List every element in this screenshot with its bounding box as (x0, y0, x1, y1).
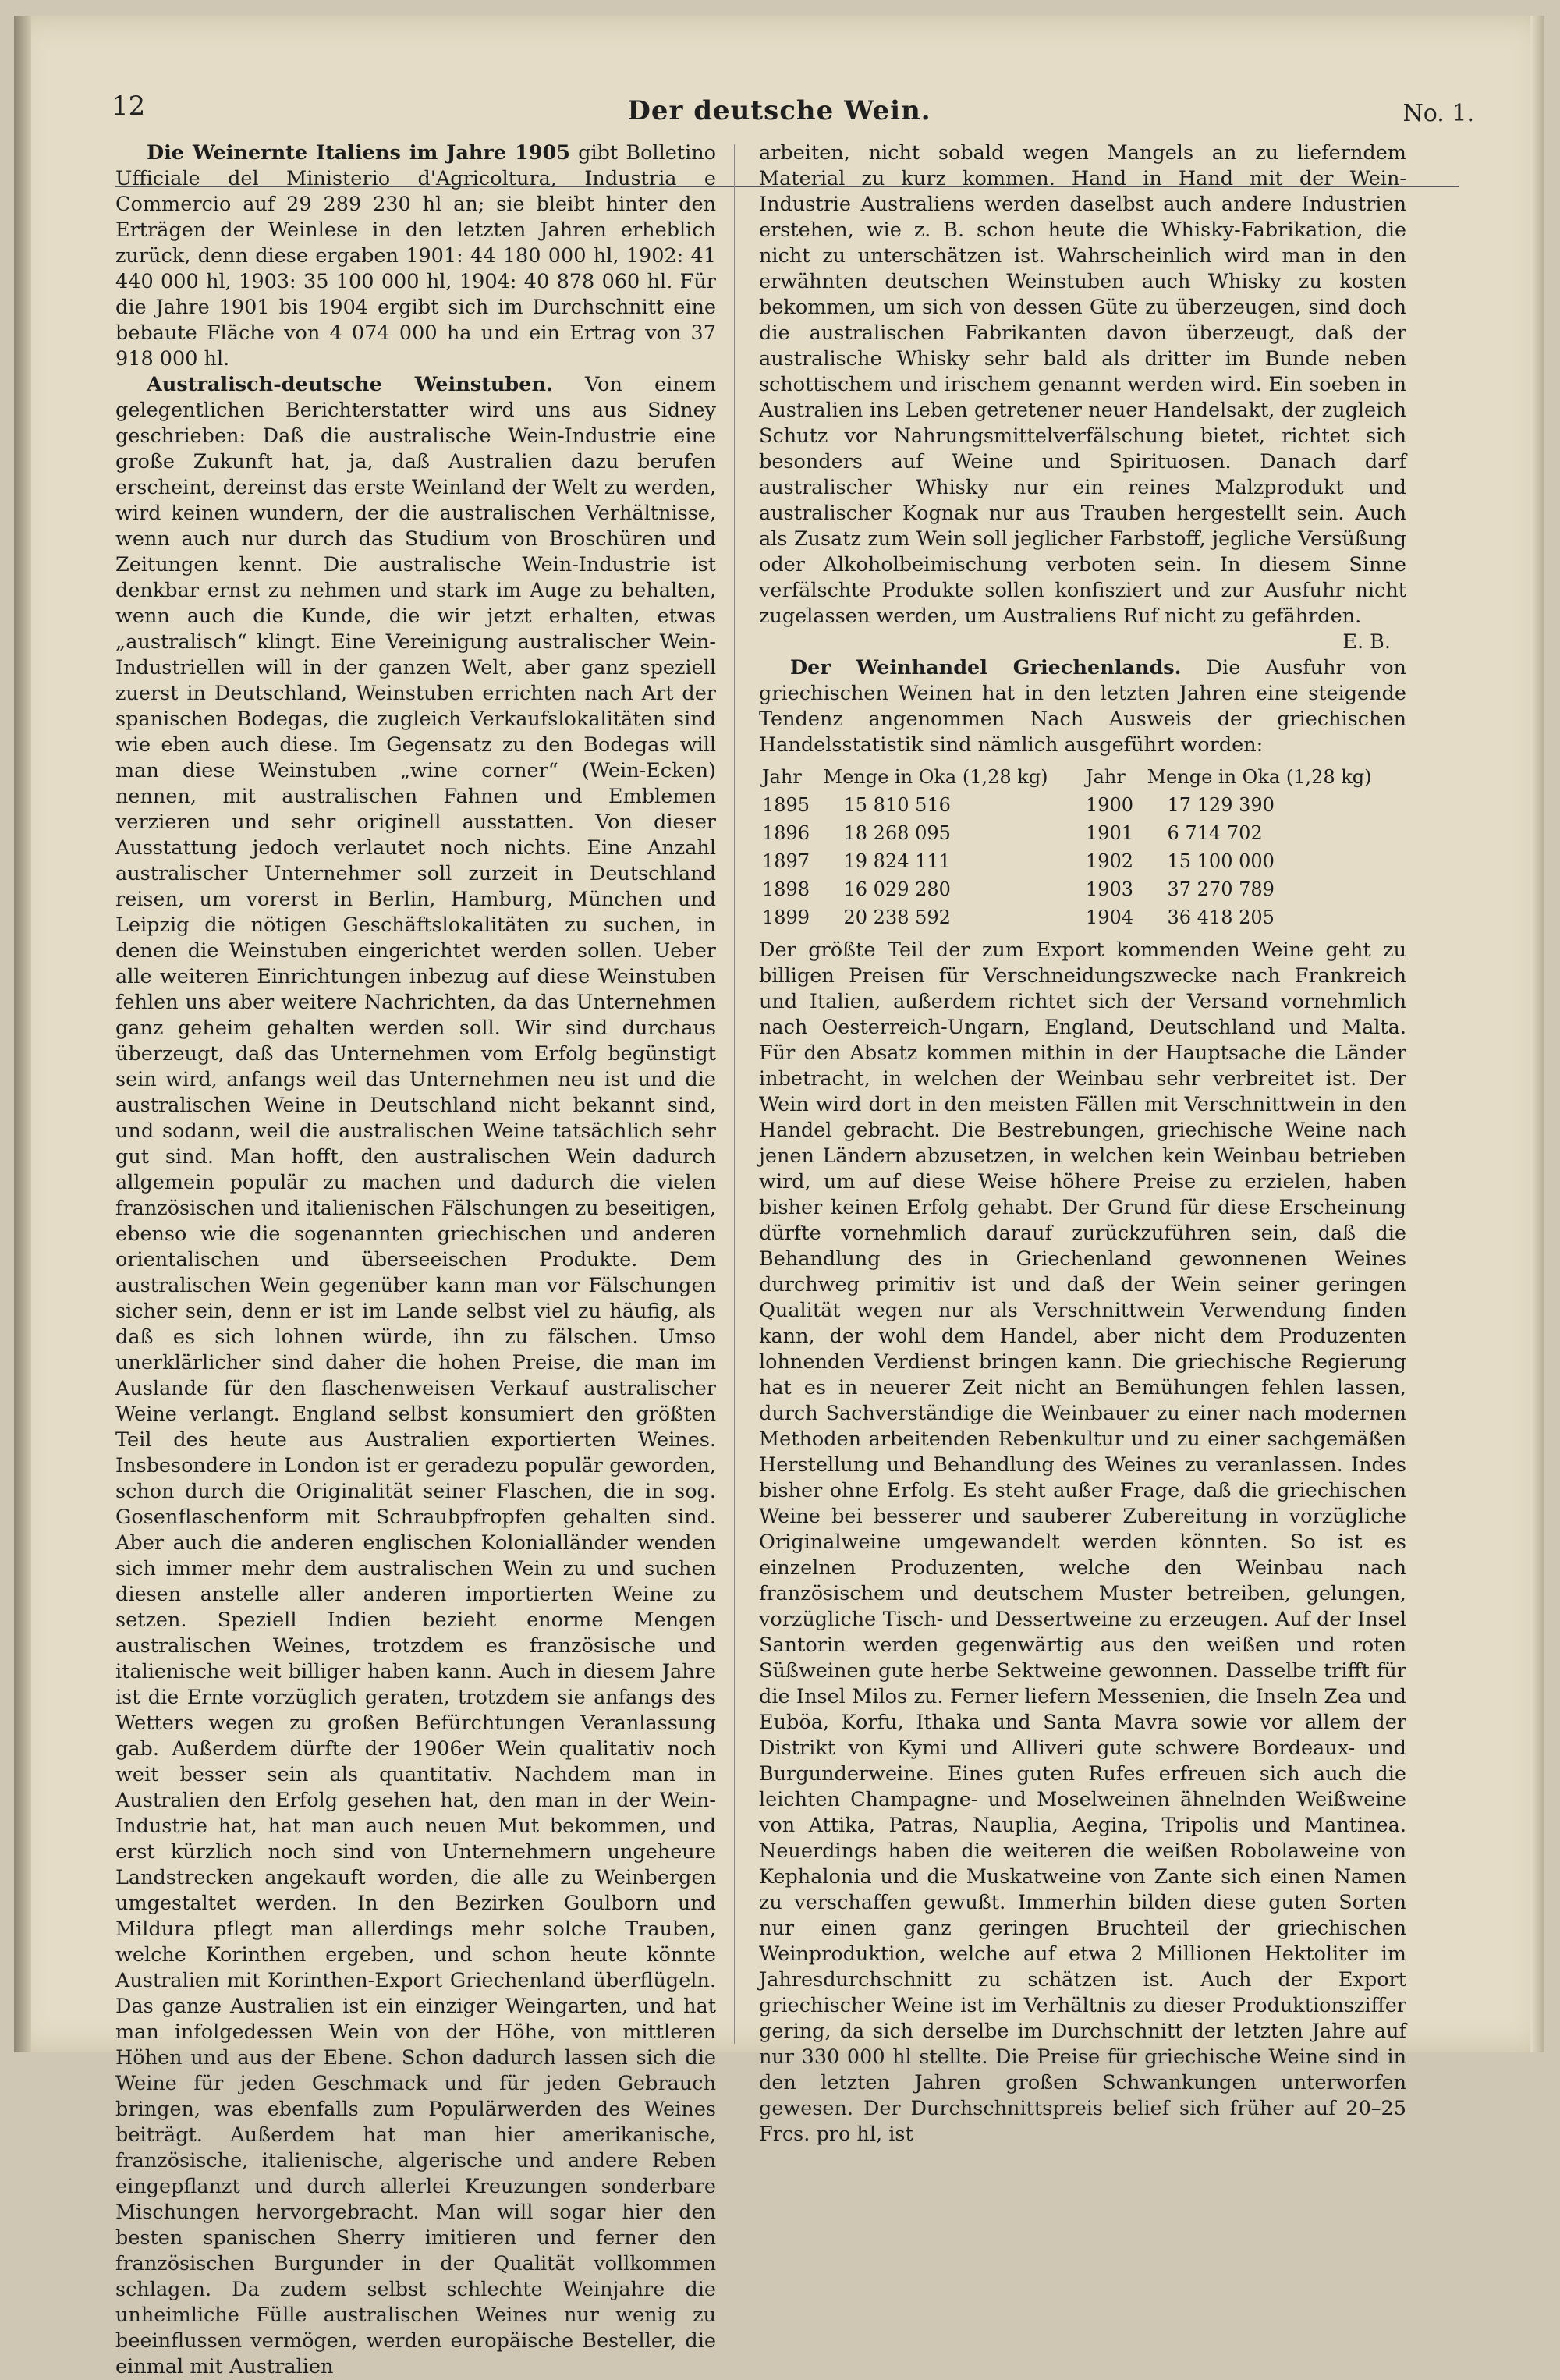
table-cell-amount: 20 238 592 (843, 906, 951, 928)
table-cell-amount: 19 824 111 (843, 850, 951, 872)
page-binding-shadow (14, 16, 31, 2052)
article-greece-heading: Der Weinhandel Griechenlands. (790, 656, 1182, 679)
table-row (759, 819, 1406, 847)
table-header-year: Jahr (1085, 766, 1126, 788)
page-number: 12 (112, 90, 146, 122)
running-title: Der deutsche Wein. (627, 95, 931, 126)
article-australia-heading: Australisch-deutsche Weinstuben. (147, 373, 553, 396)
table-cell-year: 1896 (762, 822, 810, 844)
table-row (759, 791, 1406, 819)
table-header-amount: Menge in Oka (1,28 kg) (1147, 766, 1372, 788)
article-italy-heading: Die Weinernte Italiens im Jahre 1905 (147, 141, 570, 165)
left-column (115, 140, 716, 2380)
table-cell-amount: 18 268 095 (843, 822, 951, 844)
table-cell-amount: 16 029 280 (843, 878, 951, 900)
table-cell-year: 1902 (1085, 850, 1134, 872)
export-table (759, 763, 1406, 931)
issue-number: No. 1. (1402, 100, 1474, 127)
table-cell-year: 1904 (1085, 906, 1134, 928)
article-australia (115, 372, 716, 2380)
table-cell-amount: 36 418 205 (1167, 906, 1275, 928)
page-edge (1530, 16, 1544, 2052)
article-greece-intro: Die Ausfuhr von griechischen Weinen hat in den letzten Jahren eine steigende Tendenz angenommen Nach Ausweis der griechischen Handelsstatistik sind nämlich ausgeführt worden: (759, 656, 1406, 757)
table-cell-year: 1898 (762, 878, 810, 900)
author-signature: E. B. (1342, 630, 1391, 654)
table-cell-amount: 15 810 516 (843, 794, 951, 816)
table-cell-year: 1901 (1085, 822, 1134, 844)
table-cell-year: 1903 (1085, 878, 1134, 900)
table-header-amount: Menge in Oka (1,28 kg) (823, 766, 1048, 788)
newspaper-page (14, 16, 1544, 2378)
table-row (759, 875, 1406, 903)
article-greece (759, 655, 1406, 758)
table-cell-year: 1895 (762, 794, 810, 816)
table-cell-amount: 6 714 702 (1167, 822, 1263, 844)
page-header (14, 76, 1544, 131)
column-divider (734, 144, 735, 2044)
right-column (759, 140, 1406, 2148)
article-italy (115, 140, 716, 372)
table-cell-amount: 15 100 000 (1167, 850, 1275, 872)
article-australia-text: Von einem gelegentlichen Berichterstatter wird uns aus Sidney geschrieben: Daß die australische Wein-Industrie eine große Zukunft hat, ja, daß Australien dazu berufen erscheint, dereinst das erste Weinland der Welt zu werden, wird keinen wundern, der die australischen Verhältnisse, wenn auch nur durch das Studium von Broschüren und Zeitungen kennt. Die australische Wein-Industrie ist denkbar ernst zu nehmen und stark im Auge zu behalten, wenn auch die Kunde, die wir jetzt erhalten, etwas „australisch“ klingt. Eine Vereinigung australischer Wein-Industriellen will in der ganzen Welt, aber ganz speziell zuerst in Deutschland, Weinstuben errichten nach Art der spanischen Bodegas, die zugleich Verkaufslokalitäten sind wie eben auch diese. Im Gegensatz zu den Bodegas will man diese Weinstuben „wine corner“ (Wein-Ecken) nennen, mit australischen Fahnen und Emblemen verzieren und sehr originell ausstatten. Von dieser Ausstattung jedoch verlautet noch nichts. Eine Anzahl australischer Unternehmer soll zurzeit in Deutschland reisen, um vorerst in Berlin, Hamburg, München und Leipzig die nötigen Geschäftslokalitäten zu suchen, in denen die Weinstuben eingerichtet werden sollen. Ueber alle weiteren Einrichtungen inbezug auf diese Weinstuben fehlen uns aber weitere Nachrichten, da das Unternehmen ganz geheim gehalten werden soll. Wir sind durchaus überzeugt, daß das Unternehmen vom Erfolg begünstigt sein wird, anfangs weil das Unternehmen neu ist und die australischen Weine in Deutschland nicht bekannt sind, und sodann, weil die australischen Weine tatsächlich sehr gut sind. Man hofft, den australischen Wein dadurch allgemein populär zu machen und dadurch die vielen französischen und italienischen Fälschungen zu beseitigen, ebenso wie die sogenannten griechischen und anderen orientalischen und überseeischen Produkte. Dem australischen Wein gegenüber kann man vor Fälschungen sicher sein, denn er ist im Lande selbst viel zu häufig, als daß es sich lohnen würde, ihn zu fälschen. Umso unerklärlicher sind daher die hohen Preise, die man im Auslande für den flaschenweisen Verkauf australischer Weine verlangt. England selbst konsumiert den größten Teil des heute aus Australien exportierten Weines. Insbesondere in London ist er geradezu populär geworden, schon durch die Originalität seiner Flaschen, die in sog. Gosenflaschenform mit Schraubpfropfen gehalten sind. Aber auch die anderen englischen Kolonialländer wenden sich immer mehr dem australischen Wein zu und suchen diesen anstelle aller anderen importierten Weine zu setzen. Speziell Indien bezieht enorme Mengen australischen Weines, trotzdem es französische und italienische weit billiger haben kann. Auch in diesem Jahre ist die Ernte vorzüglich geraten, trotzdem sie anfangs des Wetters wegen zu großen Befürchtungen Veranlassung gab. Außerdem dürfte der 1906er Wein qualitativ noch weit besser sein als quantitativ. Nachdem man in Australien den Erfolg gesehen hat, den man in der Wein-Industrie hat, hat man auch neuen Mut bekommen, und erst kürzlich noch sind von Unternehmern ungeheure Landstrecken angekauft worden, die alle zu Weinbergen umgestaltet werden. In den Bezirken Goulborn und Mildura pflegt man allerdings mehr solche Trauben, welche Korinthen ergeben, und schon heute könnte Australien mit Korinthen-Export Griechenland überflügeln. Das ganze Australien ist ein einziger Weingarten, und hat man infolgedessen Wein von der Höhe, von mittleren Höhen und aus der Ebene. Schon dadurch lassen sich die Weine für jeden Geschmack und für jeden Gebrauch bringen, was ebenfalls zum Populärwerden des Weines beiträgt. Außerdem hat man hier amerikanische, französische, italienische, algerische und andere Reben eingepflanzt und durch allerlei Kreuzungen sonderbare Mischungen hervorgebracht. Man will sogar hier den besten spanischen Sherry imitieren und ferner den französischen Burgunder in der Qualität vollkommen schlagen. Da zudem selbst schlechte Weinjahre die unheimliche Fülle australischen Weines nur wenig zu beeinflussen vermögen, werden europäische Besteller, die einmal mit Australien (115, 373, 716, 2378)
table-header-year: Jahr (762, 766, 802, 788)
article-greece-body: Der größte Teil der zum Export kommenden Weine geht zu billigen Preisen für Verschneidungszwecke nach Frankreich und Italien, außerdem richtet sich der Versand vornehmlich nach Oesterreich-Ungarn, England, Deutschland und Malta. Für den Absatz kommen mithin in der Hauptsache die Länder inbetracht, in welchen der Weinbau sehr verbreitet ist. Der Wein wird dort in den meisten Fällen mit Verschnittwein in den Handel gebracht. Die Bestrebungen, griechische Weine nach jenen Ländern abzusetzen, in welchen kein Weinbau betrieben wird, um auf diese Weise höhere Preise zu erzielen, haben bisher keinen Erfolg gehabt. Der Grund für diese Erscheinung dürfte vornehmlich darauf zurückzuführen sein, daß die Behandlung des in Griechenland gewonnenen Weines durchweg primitiv ist und daß der Wein seiner geringen Qualität wegen nur als Verschnittwein Verwendung finden kann, der wohl dem Handel, aber nicht dem Produzenten lohnenden Verdienst bringen kann. Die griechische Regierung hat es in neuerer Zeit nicht an Bemühungen fehlen lassen, durch Sachverständige die Weinbauer zu einer nach modernen Methoden arbeitenden Rebenkultur und zu einer sachgemäßen Herstellung und Behandlung des Weines zu veranlassen. Indes bisher ohne Erfolg. Es steht außer Frage, daß die griechischen Weine bei besserer und sauberer Zubereitung in vorzügliche Originalweine umgewandelt werden könnten. So ist es einzelnen Produzenten, welche den Weinbau nach französischem und deutschem Muster betreiben, gelungen, vorzügliche Tisch- und Dessertweine zu erzeugen. Auf der Insel Santorin werden gegenwärtig aus den weißen und roten Süßweinen gute herbe Sektweine gewonnen. Dasselbe trifft für die Insel Milos zu. Ferner liefern Messenien, die Inseln Zea und Euböa, Korfu, Ithaka und Santa Mavra sowie vor allem der Distrikt von Kymi und Alliveri gute schwere Bordeaux- und Burgunderweine. Eines guten Rufes erfreuen sich auch die leichten Champagne- und Moselweinen ähnelnden Weißweine von Attika, Patras, Nauplia, Aegina, Tripolis und Mantinea. Neuerdings haben die weiteren die weißen Robolaweine von Kephalonia und die Muskatweine von Zante sich einen Namen zu verschaffen gewußt. Immerhin bilden diese guten Sorten nur einen ganz geringen Bruchteil der griechischen Weinproduktion, welche auf etwa 2 Millionen Hektoliter im Jahresdurchschnitt zu schätzen ist. Auch der Export griechischer Weine ist im Verhältnis zu dieser Produktionsziffer gering, da sich derselbe im Durchschnitt der letzten Jahre auf nur 330 000 hl stellte. Die Preise für griechische Weine sind in den letzten Jahren großen Schwankungen unterworfen gewesen. Der Durchschnittspreis belief sich früher auf 20–25 Frcs. pro hl, ist (759, 938, 1406, 2146)
table-cell-year: 1897 (762, 850, 810, 872)
article-australia-continued: arbeiten, nicht sobald wegen Mangels an zu lieferndem Material zu kurz kommen. Hand in Hand mit der Wein-Industrie Australiens werden daselbst auch andere Industrien erstehen, wie z. B. schon heute die Whisky-Fabrikation, die nicht zu unterschätzen ist. Wahrscheinlich wird man in den erwähnten deutschen Weinstuben auch Whisky zu kosten bekommen, um sich von dessen Güte zu überzeugen, sind doch die australischen Fabrikanten davon überzeugt, daß der australische Whisky sehr bald als dritter im Bunde neben schottischem und irischem genannt werden wird. Ein soeben in Australien ins Leben getretener neuer Handelsakt, der zugleich Schutz vor Nahrungsmittelverfälschung bietet, richtet sich besonders auf Weine und Spirituosen. Danach darf australischer Whisky nur ein reines Malzprodukt und australischer Kognak nur aus Trauben hergestellt sein. Auch als Zusatz zum Wein soll jeglicher Farbstoff, jegliche Versüßung oder Alkoholbeimischung verboten sein. In diesem Sinne verfälschte Produkte sollen konfisziert und zur Ausfuhr nicht zugelassen werden, um Australiens Ruf nicht zu gefährden. (759, 141, 1406, 628)
table-cell-amount: 37 270 789 (1167, 878, 1275, 900)
table-cell-year: 1900 (1085, 794, 1134, 816)
table-cell-amount: 17 129 390 (1167, 794, 1275, 816)
article-italy-text: gibt Bolletino Ufficiale del Ministerio d'Agricoltura, Industria e Commercio auf 29 289 230 hl an; sie bleibt hinter den Erträgen der Weinlese in den letzten Jahren erheblich zurück, denn diese ergaben 1901: 44 180 000 hl, 1902: 41 440 000 hl, 1903: 35 100 000 hl, 1904: 40 878 060 hl. Für die Jahre 1901 bis 1904 ergibt sich im Durchschnitt eine bebaute Fläche von 4 074 000 ha und ein Ertrag von 37 918 000 hl. (115, 141, 716, 371)
table-row (759, 847, 1406, 875)
table-cell-year: 1899 (762, 906, 810, 928)
table-header-row (759, 763, 1406, 791)
table-row (759, 903, 1406, 931)
